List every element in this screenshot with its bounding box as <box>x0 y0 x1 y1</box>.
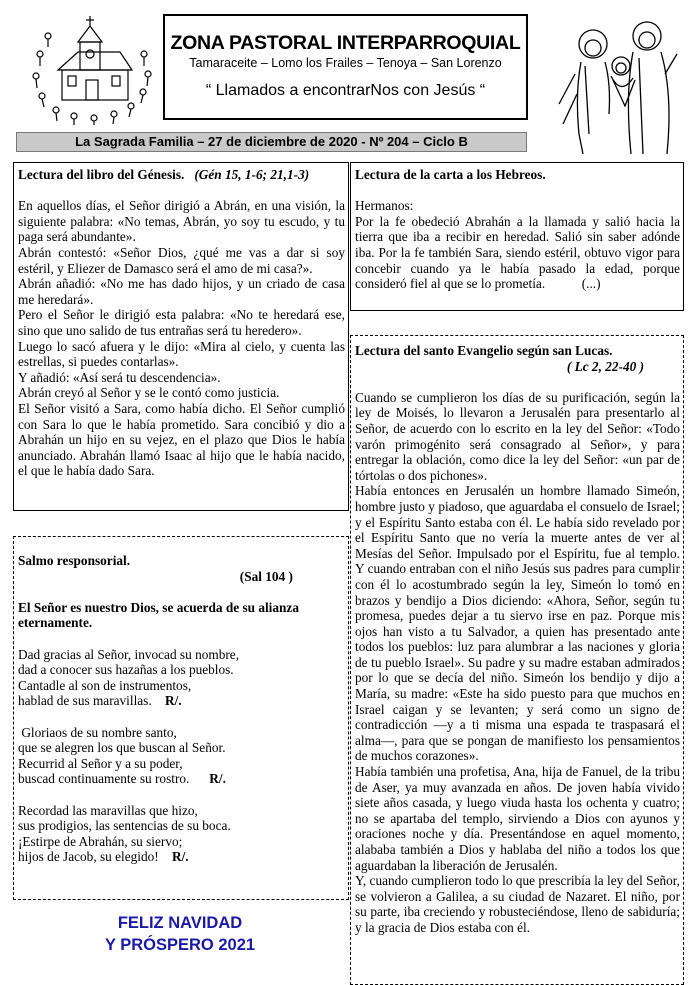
paragraph: Había entonces en Jerusalén un hombre llamado Simeón, hombre justo y piadoso, que aguardaba el consuelo de Israel; y el Espíritu Santo estaba con él. Le había sido revelado por el Espíritu Santo que no vería la muerte antes de ver al Mesías del Señor. Impulsado por el Espíritu, fue al templo. Y cuando entraban con el niño Jesús sus padres para cumplir con él lo acostumbrado según la ley, Simeón lo tomó en brazos y bendijo a Dios diciendo: «Ahora, Señor, según tu promesa, puedes dejar a tu siervo irse en paz. Porque mis ojos han visto a tu Salvador, a quien has presentado ante todos los pueblos: luz para alumbrar a las naciones y gloria de tu pueblo Israel». Su padre y su madre estaban admirados por lo que se decía del niño. Simeón los bendijo y dijo a María, su madre: «Este ha sido puesto para que muchos en Israel caigan y se levanten; y será como un signo de contradicción —y a ti misma una espada te traspasará el alma—, para que se pongan de manifiesto los pensamientos de muchos corazones». <box>355 483 680 764</box>
paragraph: Por la fe obedeció Abrahán a la llamada y salió hacia la tierra que iba a recibir en heredad. Salió sin saber adónde iba. Por la fe también Sara, siendo estéril, obtuvo vigor para concebir cuando ya le había pasado la edad, porque consideró fiel al que se lo prometía. (...) <box>355 213 680 292</box>
reading-heading: Lectura de la carta a los Hebreos. <box>355 167 546 182</box>
paragraph: Y añadió: «Así será tu descendencia». <box>18 369 221 385</box>
reading-ref: (Gén 15, 1-6; 21,1-3) <box>194 167 310 182</box>
header-box <box>163 14 528 120</box>
church-icon <box>58 16 132 100</box>
paragraph: Abrán añadió: «No me has dado hijos, y un criado de casa me heredará». <box>18 276 345 307</box>
paragraph: Luego lo sacó afuera y le dijo: «Mira al cielo, y cuenta las estrellas, si puedes contarlas». <box>18 338 345 370</box>
response-mark: R/. <box>172 849 189 865</box>
header-title: ZONA PASTORAL INTERPARROQUIAL <box>170 32 521 54</box>
psalm-line: Dad gracias al Señor, invocad su nombre, <box>18 646 240 662</box>
paragraph: Abrán creyó al Señor y se le contó como justicia. <box>18 385 280 401</box>
psalm-line: Recurrid al Señor y a su poder, <box>18 755 183 771</box>
people-circle-icon <box>33 33 151 125</box>
paragraph: Abrán contestó: «Señor Dios, ¿qué me vas a dar si soy estéril, y Eliezer de Damasco será el amo de mi casa?». <box>18 244 345 276</box>
reading-heading: Lectura del santo Evangelio según san Lucas. <box>355 343 613 358</box>
paragraph: Había también una profetisa, Ana, hija de Fanuel, de la tribu de Aser, ya muy avanzada en años. De joven había vivido siete años casada, y luego viuda hasta los ochenta y cuatro; no se apartaba del templo, sirviendo a Dios con ayunos y oraciones noche y día. Presentándose en aquel momento, alababa también a Dios y hablaba del niño a todos los que aguardaban la liberación de Jerusalén. <box>355 764 680 873</box>
psalm-line: ¡Estirpe de Abrahán, su siervo; <box>18 833 183 849</box>
psalm-line: que se alegren los que buscan al Señor. <box>18 740 226 756</box>
psalm-line: hijos de Jacob, su elegido! R/. <box>18 849 189 865</box>
salutation: Hermanos: <box>355 198 414 214</box>
psalm-line: sus prodigios, las sentencias de su boca. <box>18 818 231 834</box>
holy-family-illustration <box>555 14 680 160</box>
ellipsis: (...) <box>581 276 601 292</box>
reading-ref: ( Lc 2, 22-40 ) <box>566 358 644 374</box>
paragraph: El Señor visitó a Sara, como había dicho. El Señor cumplió con Sara lo que le había prometido. Sara concibió y dio a Abrahán un hijo en su vejez, en el plazo que Dios le había anunciado. Abrahán llamó Isaac al hijo que le había nacido, el que le había dado Sara. <box>18 400 345 479</box>
response-mark: R/. <box>164 693 182 709</box>
parish-logo <box>28 14 158 126</box>
reading-heading: Lectura del libro del Génesis. (Gén 15, 1-6; 21,1-3) <box>18 167 310 182</box>
paragraph: Pero el Señor le dirigió esta palabra: «No te heredará ese, sino que uno salido de tus entrañas será tu heredero». <box>18 307 345 338</box>
greeting-line: FELIZ NAVIDAD <box>117 914 243 932</box>
psalm-line: hablad de sus maravillas. R/. <box>18 693 182 709</box>
response-mark: R/. <box>209 771 226 787</box>
psalm-line: Gloriaos de su nombre santo, <box>18 724 177 740</box>
psalm-line: dad a conocer sus hazañas a los pueblos. <box>18 662 234 678</box>
reading-genesis <box>13 162 349 511</box>
reading-hebreos <box>350 162 684 311</box>
psalm-box <box>13 536 349 900</box>
issue-bar: La Sagrada Familia – 27 de diciembre de 2020 - Nº 204 – Ciclo B <box>16 132 527 152</box>
psalm-line: Recordad las maravillas que hizo, <box>18 802 198 818</box>
christmas-greeting <box>80 912 280 956</box>
psalm-heading: Salmo responsorial. <box>18 553 131 568</box>
paragraph: En aquellos días, el Señor dirigió a Abrán, en una visión, la siguiente palabra: «No temas, Abrán, yo soy tu escudo, y tu paga será abundante». <box>18 198 345 245</box>
reading-gospel <box>350 335 684 985</box>
paragraph: Cuando se cumplieron los días de su purificación, según la ley de Moisés, lo llevaron a Jerusalén para presentarlo al Señor, de acuerdo con lo escrito en la ley del Señor: «Todo varón primogénito será consagrado al Señor», y para entregar la oblación, como dice la ley del Señor: «un par de tórtolas o dos pichones». <box>355 389 680 483</box>
psalm-ref: (Sal 104 ) <box>239 568 293 584</box>
psalm-line: buscad continuamente su rostro. R/. <box>18 771 226 787</box>
paragraph: Y, cuando cumplieron todo lo que prescribía la ley del Señor, se volvieron a Galilea, a su ciudad de Nazaret. El niño, por su parte, iba creciendo y robusteciéndose, lleno de sabiduría; y la gracia de Dios estaba con él. <box>355 873 680 935</box>
greeting-line: Y PRÓSPERO 2021 <box>104 936 256 954</box>
psalm-response: El Señor es nuestro Dios, se acuerda de su alianza eternamente. <box>18 599 299 631</box>
header-subtitle: Tamaraceite – Lomo los Frailes – Tenoya – San Lorenzo <box>189 56 502 70</box>
psalm-line: Cantadle al son de instrumentos, <box>18 677 192 693</box>
header-motto: “ Llamados a encontrarNos con Jesús “ <box>205 82 486 99</box>
